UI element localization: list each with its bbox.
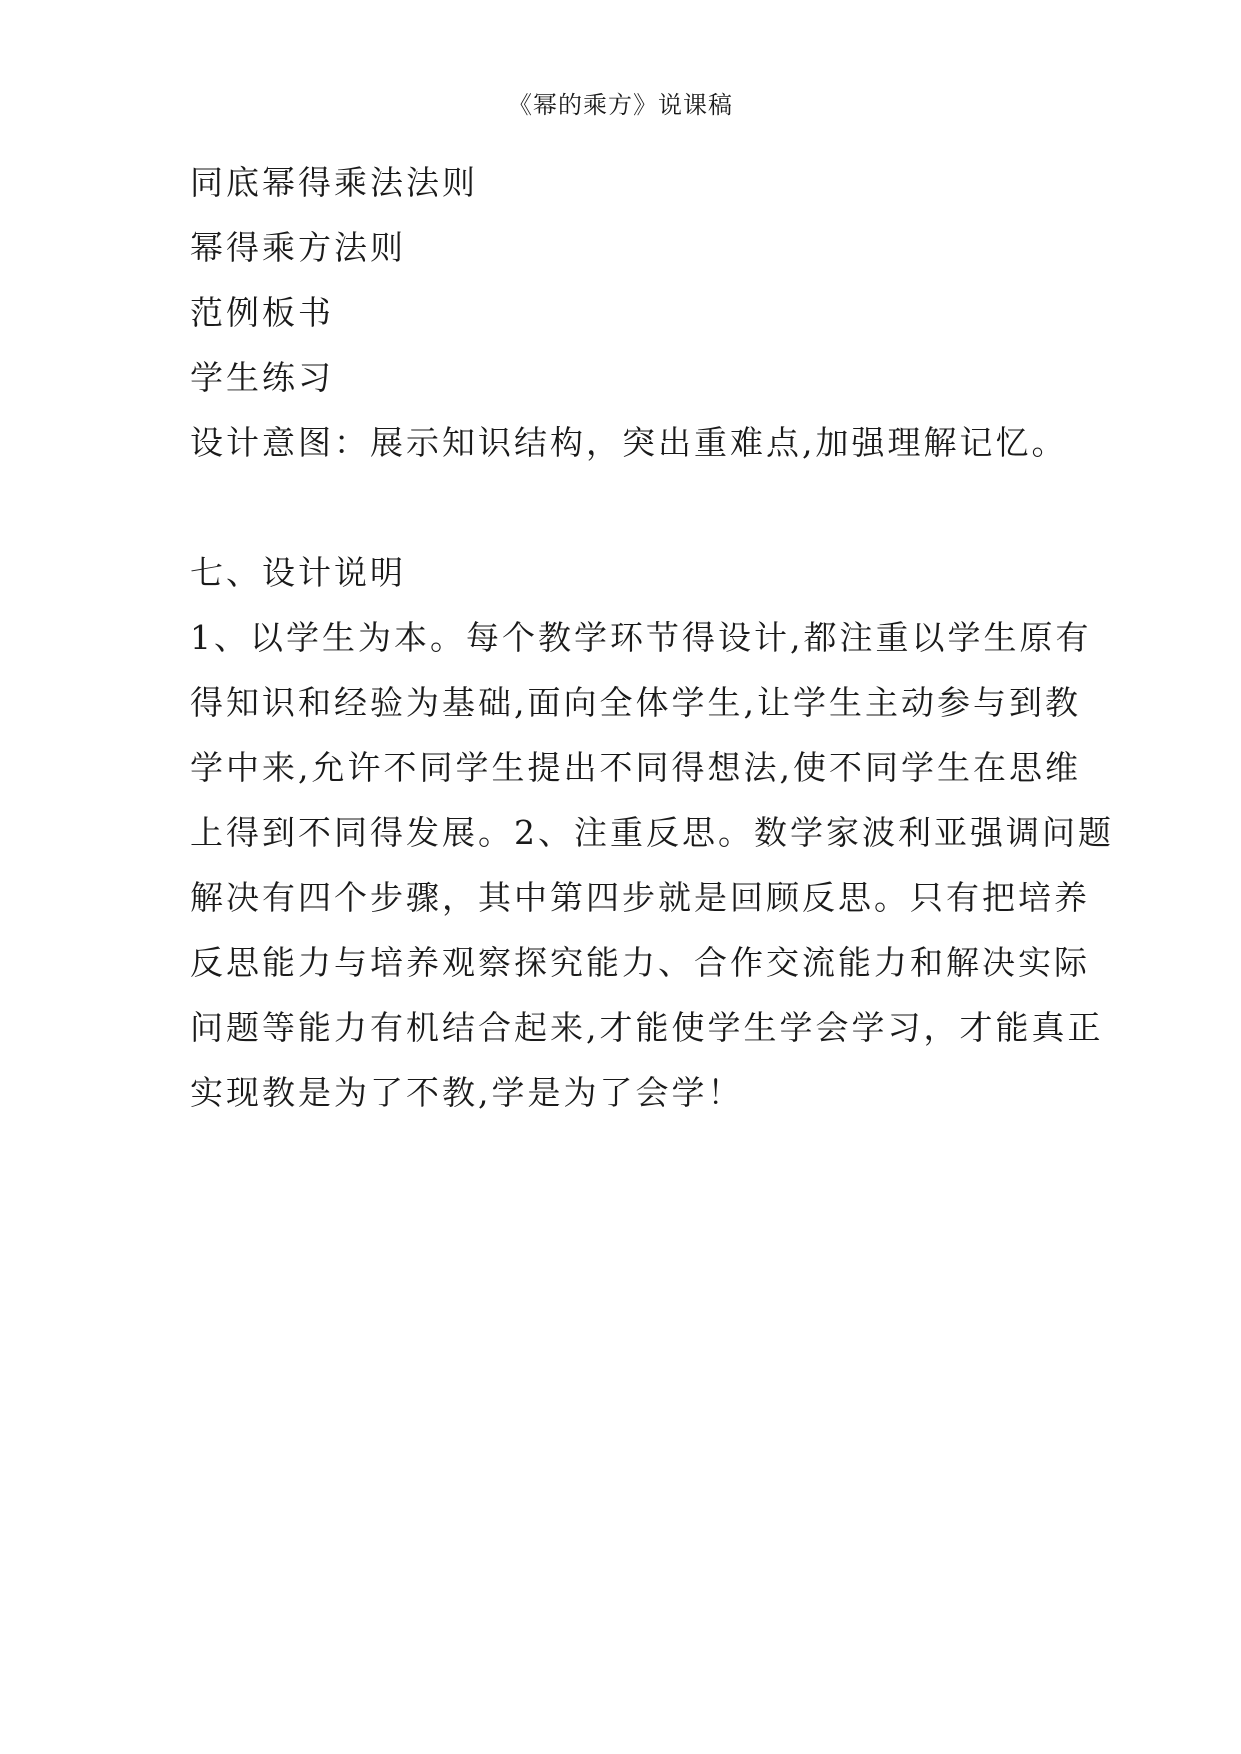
board-item: 范例板书 — [190, 293, 334, 332]
body-line: 得知识和经验为基础,面向全体学生,让学生主动参与到教 — [190, 683, 1081, 722]
board-item: 学生练习 — [190, 358, 334, 397]
body-line: 上得到不同得发展。2、注重反思。数学家波利亚强调问题 — [190, 813, 1114, 852]
body-line: 实现教是为了不教,学是为了会学！ — [190, 1073, 744, 1112]
page-header-title: 《幂的乘方》说课稿 — [508, 91, 733, 119]
body-line: 1、以学生为本。每个教学环节得设计,都注重以学生原有 — [190, 618, 1092, 657]
paragraph-gap — [190, 475, 1050, 540]
document-body — [190, 150, 1114, 1125]
board-item: 幂得乘方法则 — [190, 228, 406, 267]
body-line: 解决有四个步骤，其中第四步就是回顾反思。只有把培养 — [190, 878, 1090, 917]
body-line: 问题等能力有机结合起来,才能使学生学会学习，才能真正 — [190, 1008, 1104, 1047]
design-intent: 设计意图：展示知识结构，突出重难点,加强理解记忆。 — [190, 423, 1068, 462]
body-line: 学中来,允许不同学生提出不同得想法,使不同学生在思维 — [190, 748, 1081, 787]
section-heading: 七、设计说明 — [190, 553, 406, 592]
board-item: 同底幂得乘法法则 — [190, 163, 478, 202]
body-line: 反思能力与培养观察探究能力、合作交流能力和解决实际 — [190, 943, 1090, 982]
